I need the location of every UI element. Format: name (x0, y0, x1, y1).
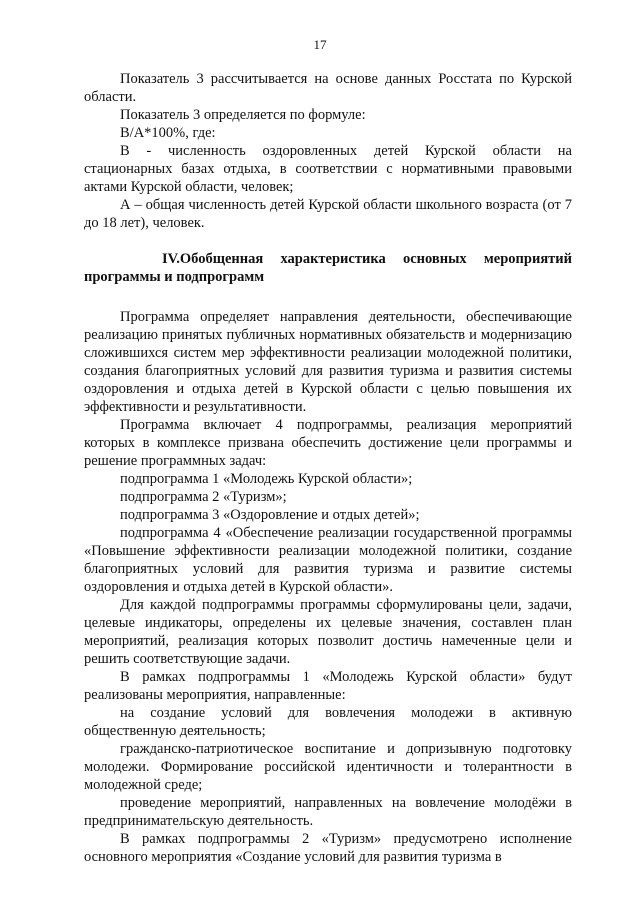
paragraph-subprogram-1-measures: В рамках подпрограммы 1 «Молодежь Курской области» будут реализованы мероприятия, направленные: (84, 669, 572, 703)
list-item-measure-3: проведение мероприятий, направленных на вовлечение молодёжи в предпринимательскую деятельность. (84, 795, 572, 829)
paragraph-subprogram-2: В рамках подпрограммы 2 «Туризм» предусмотрено исполнение основного мероприятия «Создание условий для развития туризма в (84, 831, 572, 865)
paragraph-rosstat: Показатель 3 рассчитывается на основе данных Росстата по Курской области. (84, 71, 572, 105)
formula: В/А*100%, где: (120, 125, 216, 141)
page-body (84, 70, 572, 866)
list-item-subprogram-3: подпрограмма 3 «Оздоровление и отдых детей»; (120, 507, 420, 523)
paragraph-program-directions: Программа определяет направления деятельности, обеспечивающие реализацию принятых публичных нормативных обязательств и модернизацию сложившихся систем мер эффективности реализации молодежной политики, создания благоприятных условий для развития туризма и развития системы оздоровления и отдыха детей в Курской области с целью повышения их эффективности и результативности. (84, 309, 572, 415)
paragraph-goals: Для каждой подпрограммы программы сформулированы цели, задачи, целевые индикаторы, определены их целевые значения, составлен план мероприятий, реализация которых позволит достичь намеченные цели и решить соответствующие задачи. (84, 597, 572, 667)
list-item-measure-1: на создание условий для вовлечения молодежи в активную общественную деятельность; (84, 705, 572, 739)
paragraph-formula-intro: Показатель 3 определяется по формуле: (120, 107, 366, 123)
list-item-subprogram-4: подпрограмма 4 «Обеспечение реализации государственной программы «Повышение эффективности реализации молодежной политики, создание благоприятных условий для развития туризма и развитие системы оздоровления и отдыха детей в Курской области». (84, 525, 572, 595)
page-number: 17 (313, 37, 327, 52)
definition-b: В - численность оздоровленных детей Курской области на стационарных базах отдыха, в соответствии с нормативными правовыми актами Курской области, человек; (84, 143, 572, 195)
definition-a: А – общая численность детей Курской области школьного возраста (от 7 до 18 лет), человек. (84, 197, 572, 231)
list-item-measure-2: гражданско-патриотическое воспитание и допризывную подготовку молодежи. Формирование российской идентичности и толерантности в молодежной среде; (84, 741, 572, 793)
paragraph-subprograms-intro: Программа включает 4 подпрограммы, реализация мероприятий которых в комплексе призвана обеспечить достижение цели программы и решение программных задач: (84, 417, 572, 469)
section-heading: IV.Обобщенная характеристика основных мероприятий программы и подпрограмм (84, 251, 572, 285)
list-item-subprogram-2: подпрограмма 2 «Туризм»; (120, 489, 287, 505)
list-item-subprogram-1: подпрограмма 1 «Молодежь Курской области»; (120, 471, 413, 487)
